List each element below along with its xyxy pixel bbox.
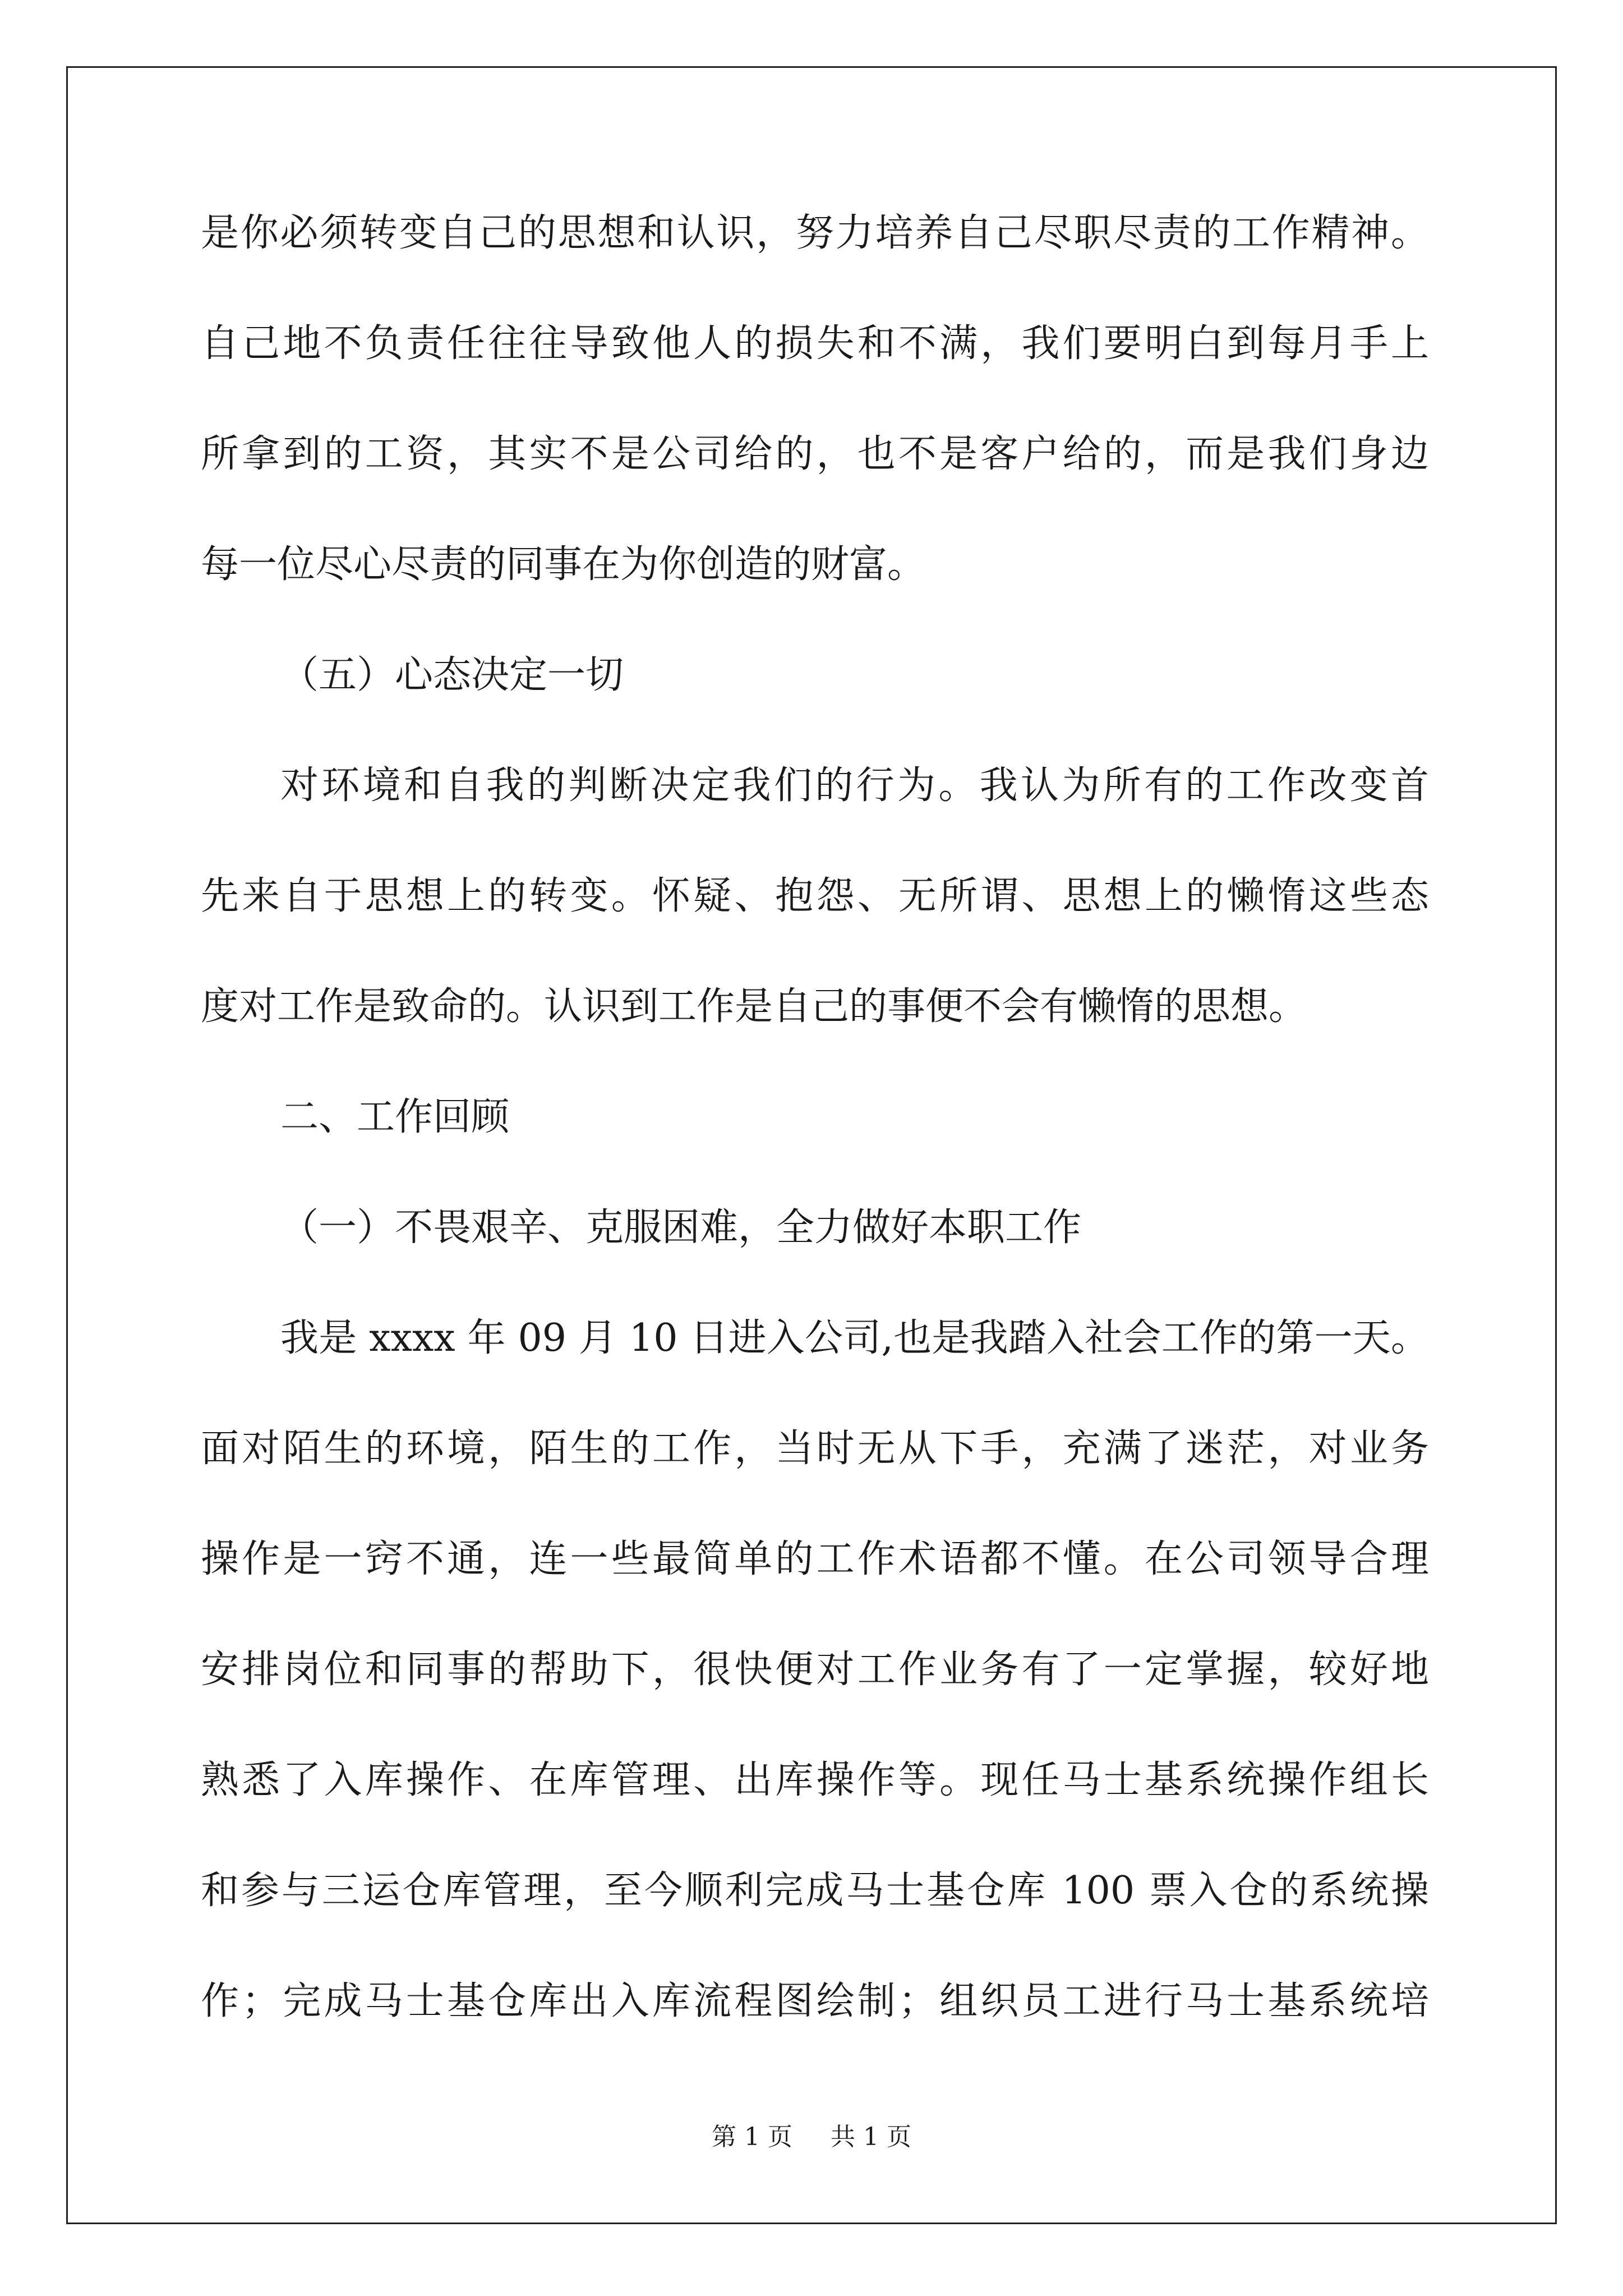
text-line: 和参与三运仓库管理，至今顺利完成马士基仓库 100 票入仓的系统操 (201, 1869, 1429, 1913)
page-total: 共 1 页 (831, 2123, 911, 2151)
paragraph-start: 对环境和自我的判断决定我们的行为。我认为所有的工作改变首 (280, 763, 1429, 808)
text-line: 度对工作是致命的。认识到工作是自己的事便不会有懒惰的思想。 (201, 984, 1307, 1029)
text-line: 熟悉了入库操作、在库管理、出库操作等。现任马士基系统操作组长 (201, 1758, 1429, 1802)
text-line: 安排岗位和同事的帮助下，很快便对工作业务有了一定掌握，较好地 (201, 1648, 1429, 1692)
page-footer (0, 2120, 1623, 2154)
section-heading: （五）心态决定一切 (280, 653, 624, 697)
text-line: 是你必须转变自己的思想和认识，努力培养自己尽职尽责的工作精神。 (201, 211, 1429, 255)
text-line: 先来自于思想上的转变。怀疑、抱怨、无所谓、思想上的懒惰这些态 (201, 874, 1429, 918)
text-line: 每一位尽心尽责的同事在为你创造的财富。 (201, 542, 926, 587)
paragraph-start: 我是 xxxx 年 09 月 10 日进入公司,也是我踏入社会工作的第一天。 (280, 1316, 1429, 1360)
text-line: 自己地不负责任往往导致他人的损失和不满，我们要明白到每月手上 (201, 321, 1429, 366)
section-heading: 二、工作回顾 (280, 1095, 510, 1139)
text-line: 面对陌生的环境，陌生的工作，当时无从下手，充满了迷茫，对业务 (201, 1427, 1429, 1471)
text-line: 所拿到的工资，其实不是公司给的，也不是客户给的，而是我们身边 (201, 432, 1429, 476)
text-line: 操作是一窍不通，连一些最简单的工作术语都不懂。在公司领导合理 (201, 1537, 1429, 1581)
document-body (201, 200, 1429, 2079)
text-line: 作；完成马士基仓库出入库流程图绘制；组织员工进行马士基系统培 (201, 1979, 1429, 2023)
section-heading: （一）不畏艰辛、克服困难，全力做好本职工作 (280, 1205, 1082, 1250)
page-number: 第 1 页 (712, 2123, 792, 2151)
